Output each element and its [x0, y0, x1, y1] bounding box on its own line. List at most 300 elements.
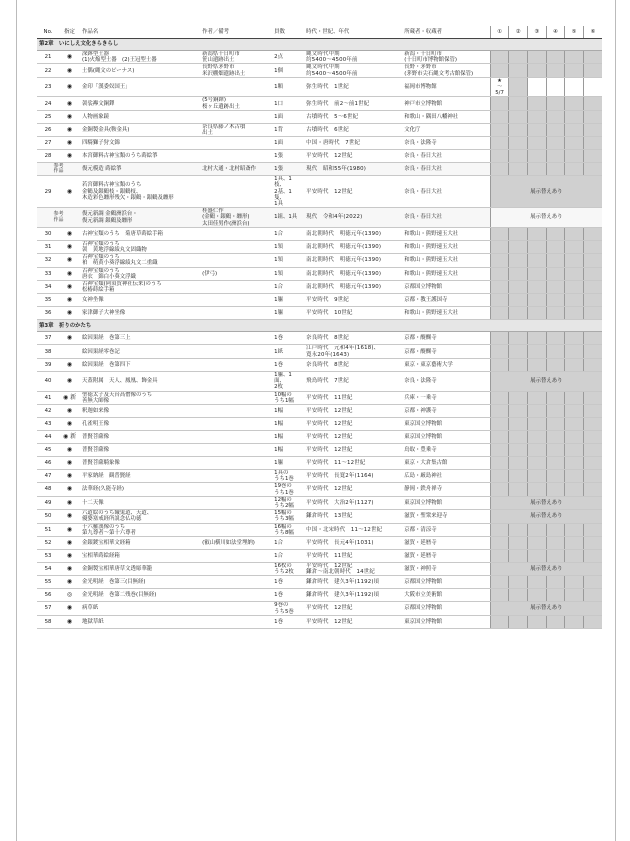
exhibit-period-cell: [546, 281, 565, 294]
designation-mark: ◉ 新: [59, 430, 80, 443]
item-period: 平安時代 12世紀: [304, 417, 402, 430]
exhibit-period-cell: [546, 483, 565, 496]
exhibit-period-cell: [490, 483, 509, 496]
item-period: 平安時代 12世紀: [304, 602, 402, 615]
exhibit-period-cell: [490, 51, 509, 64]
chapter-heading: [37, 320, 602, 332]
exhibit-period-cell: [527, 64, 546, 77]
item-title: 六道絵のうち餓鬼道、天道、 優婆塞戒経所説念仏功徳: [80, 510, 200, 523]
exhibit-period-cell: [583, 404, 602, 417]
item-quantity: 1紙: [272, 345, 304, 358]
exhibit-period-cell: [490, 110, 509, 123]
item-author: 新潟県十日町市 笹山遺跡出土: [200, 51, 272, 64]
exhibit-period-cell: [527, 281, 546, 294]
item-title: 法華経(久能寺経): [80, 483, 200, 496]
item-title: 十六羅漢像のうち 第九尊者〜第十六尊者: [80, 523, 200, 536]
item-number: 49: [37, 496, 59, 509]
exhibit-period-cell: [509, 576, 528, 589]
item-owner: 奈良・春日大社: [402, 163, 490, 176]
item-title: 古神宝類のうち 袈 黄地浮線綾丸文固織物: [80, 240, 200, 253]
exhibit-period-cell: [546, 51, 565, 64]
item-quantity: 1巻: [272, 615, 304, 628]
exhibit-period-cell: [583, 443, 602, 456]
exhibit-period-cell: [527, 97, 546, 110]
exhibit-period-cell: [490, 430, 509, 443]
col-title: 作品名: [80, 26, 200, 39]
item-quantity: 1軀: [272, 294, 304, 307]
exhibit-period-cell: [509, 456, 528, 469]
exhibit-period-cell: [583, 430, 602, 443]
designation-mark: ◉: [59, 77, 80, 97]
exhibit-period-cell: [565, 443, 584, 456]
exhibit-period-cell: [565, 469, 584, 482]
exhibit-period-cell: [509, 150, 528, 163]
item-author: [200, 345, 272, 358]
exhibit-period-cell: [583, 589, 602, 602]
exhibit-period-cell: [583, 307, 602, 320]
item-title: 宝相華蒔絵経箱: [80, 549, 200, 562]
exhibit-period-cell: [565, 589, 584, 602]
exhibit-period-cell: [509, 123, 528, 136]
table-row: [37, 123, 602, 136]
exhibit-period-cell: [490, 123, 509, 136]
exhibit-period-cell: [565, 615, 584, 628]
item-owner: 和歌山・隅田八幡神社: [402, 110, 490, 123]
exhibit-period-cell: [546, 404, 565, 417]
table-row: [37, 615, 602, 628]
item-quantity: 1幅: [272, 443, 304, 456]
item-number: 26: [37, 123, 59, 136]
item-quantity: 1張: [272, 163, 304, 176]
exhibit-period-cell: [565, 332, 584, 345]
item-title: 金印「漢委奴国王」: [80, 77, 200, 97]
item-title: 古神宝類のうち 袙 萌黄小葵浮線綾丸文二重織: [80, 254, 200, 267]
col-period-4: ④: [546, 26, 565, 39]
exhibit-period-cell: [565, 163, 584, 176]
item-author: [200, 371, 272, 391]
item-author: [200, 469, 272, 482]
item-title: 古神宝類のうち 菊唐草蒔絵手箱: [80, 227, 200, 240]
col-period-3: ③: [527, 26, 546, 39]
exhibit-period-cell: [565, 254, 584, 267]
item-period: 古墳時代 5〜6世紀: [304, 110, 402, 123]
item-owner: 広島・厳島神社: [402, 469, 490, 482]
exhibit-period-cell: [546, 64, 565, 77]
item-number: 36: [37, 307, 59, 320]
item-title: 天蓋附属 天人、鳳凰、飾金具: [80, 371, 200, 391]
exhibit-period-cell: [509, 391, 528, 404]
exhibit-period-cell: [527, 469, 546, 482]
exhibit-period-cell: [509, 110, 528, 123]
table-body: [37, 39, 602, 629]
item-number: 37: [37, 332, 59, 345]
item-number: 28: [37, 150, 59, 163]
exhibit-period-cell: [509, 404, 528, 417]
item-number: 41: [37, 391, 59, 404]
display-change-note: 展示替えあり: [490, 562, 602, 575]
exhibit-period-cell: [490, 576, 509, 589]
exhibit-period-cell: [527, 332, 546, 345]
item-owner: 長野・茅野市 (茅野市尖石縄文考古館保管): [402, 64, 490, 77]
exhibit-period-cell: [565, 430, 584, 443]
item-author: [200, 456, 272, 469]
exhibit-period-cell: [583, 77, 602, 97]
table-row: [37, 176, 602, 208]
exhibit-period-cell: [546, 123, 565, 136]
item-number: 42: [37, 404, 59, 417]
exhibit-period-cell: [565, 404, 584, 417]
item-owner: 奈良・法隆寺: [402, 137, 490, 150]
item-period: 平安時代 12世紀: [304, 443, 402, 456]
exhibit-period-cell: [490, 137, 509, 150]
display-change-note: 展示替えあり: [490, 510, 602, 523]
item-period: 平安時代 9世紀: [304, 294, 402, 307]
designation-mark: ◉: [59, 150, 80, 163]
item-number: 34: [37, 281, 59, 294]
item-period: 平安時代 長元4年(1031): [304, 536, 402, 549]
item-quantity: 16枚の うち2枚: [272, 562, 304, 575]
exhibit-period-cell: [527, 536, 546, 549]
table-row: [37, 562, 602, 575]
exhibit-period-cell: [546, 589, 565, 602]
item-period: 南北朝時代 明徳元年(1390): [304, 281, 402, 294]
exhibit-period-cell: [565, 97, 584, 110]
table-row: [37, 371, 602, 391]
exhibit-period-cell: [546, 456, 565, 469]
table-row: [37, 469, 602, 482]
exhibit-period-cell: [490, 64, 509, 77]
designation-mark: ◉: [59, 332, 80, 345]
designation-mark: ◉: [59, 536, 80, 549]
item-author: [200, 150, 272, 163]
designation-mark: [59, 345, 80, 358]
col-period: 時代・世紀、年代: [304, 26, 402, 39]
item-owner: 京都・醍醐寺: [402, 345, 490, 358]
exhibit-period-cell: [546, 345, 565, 358]
exhibit-period-cell: [527, 227, 546, 240]
item-title: 復元模造 蒔絵箏: [80, 163, 200, 176]
item-period: 現代 昭和55年(1980): [304, 163, 402, 176]
item-title: 普賢菩薩像: [80, 443, 200, 456]
item-owner: 滋賀・延暦寺: [402, 536, 490, 549]
exhibit-period-cell: [546, 227, 565, 240]
exhibit-period-cell: [509, 240, 528, 253]
exhibit-period-cell: [546, 469, 565, 482]
item-title: 金光明経 巻第三(目無経): [80, 576, 200, 589]
item-quantity: 1合: [272, 227, 304, 240]
item-title: 古神宝類のうち 唐衣 錦白小葵文浮織: [80, 267, 200, 280]
item-owner: 滋賀・延暦寺: [402, 549, 490, 562]
exhibit-period-cell: [583, 51, 602, 64]
item-quantity: 1軀、1面、 2枚: [272, 371, 304, 391]
item-period: 平安時代 11〜12世紀: [304, 456, 402, 469]
exhibit-period-cell: [583, 294, 602, 307]
item-title: 金銀鍍宝相華文経箱: [80, 536, 200, 549]
item-quantity: 1幅: [272, 404, 304, 417]
exhibit-period-cell: [565, 110, 584, 123]
table-row: [37, 430, 602, 443]
item-number: 54: [37, 562, 59, 575]
exhibit-period-cell: [509, 358, 528, 371]
item-number: 32: [37, 254, 59, 267]
reference-label: 参考 作品: [37, 208, 80, 228]
designation-mark: ◉: [59, 110, 80, 123]
item-quantity: 10幅の うち1幅: [272, 391, 304, 404]
exhibit-period-cell: [583, 123, 602, 136]
item-author: (叡山横川如法堂埋納): [200, 536, 272, 549]
item-author: (5号銅鐸) 桜ヶ丘遺跡出土: [200, 97, 272, 110]
exhibit-period-cell: [583, 240, 602, 253]
exhibit-period-cell: [509, 443, 528, 456]
item-owner: 和歌山・熊野速玉大社: [402, 227, 490, 240]
exhibit-period-cell: [583, 417, 602, 430]
item-title: 孔雀明王像: [80, 417, 200, 430]
designation-mark: ◉: [59, 469, 80, 482]
item-period: 弥生時代 1世紀: [304, 77, 402, 97]
exhibit-period-cell: [583, 281, 602, 294]
item-owner: 京都・教王護国寺: [402, 294, 490, 307]
item-owner: 東京・大倉集古館: [402, 456, 490, 469]
table-row: [37, 358, 602, 371]
reference-label: 参考 作品: [37, 163, 80, 176]
item-period: 平安時代 12世紀 鎌倉〜南北朝時代 14世紀: [304, 562, 402, 575]
exhibit-period-cell: [527, 523, 546, 536]
item-quantity: 1面: [272, 110, 304, 123]
exhibit-period-cell: [565, 549, 584, 562]
item-title: 平家納経 観普賢経: [80, 469, 200, 482]
item-number: 52: [37, 536, 59, 549]
designation-mark: ◉: [59, 267, 80, 280]
item-number: 35: [37, 294, 59, 307]
exhibit-period-cell: [490, 307, 509, 320]
exhibit-period-cell: [509, 267, 528, 280]
exhibit-period-cell: [509, 163, 528, 176]
item-period: 古墳時代 6世紀: [304, 123, 402, 136]
exhibit-period-cell: [565, 150, 584, 163]
item-number: 24: [37, 97, 59, 110]
exhibit-period-cell: [490, 549, 509, 562]
item-author: [200, 404, 272, 417]
table-row: [37, 456, 602, 469]
item-period: 平安時代 12世紀: [304, 176, 402, 208]
exhibit-period-cell: [527, 483, 546, 496]
item-title: 聖徳太子及天台高僧像のうち 善無大師像: [80, 391, 200, 404]
item-period: 中国・北宋時代 11〜12世紀: [304, 523, 402, 536]
item-author: [200, 510, 272, 523]
item-period: 南北朝時代 明徳元年(1390): [304, 227, 402, 240]
designation-mark: ◉: [59, 562, 80, 575]
table-row: [37, 332, 602, 345]
table-row: [37, 294, 602, 307]
exhibit-period-cell: [546, 267, 565, 280]
exhibit-period-cell: [565, 64, 584, 77]
exhibit-period-cell: [490, 345, 509, 358]
designation-mark: ◉: [59, 51, 80, 64]
exhibit-period-cell: [490, 404, 509, 417]
item-quantity: 1面: [272, 137, 304, 150]
designation-mark: ◉: [59, 510, 80, 523]
item-period: 平安時代 10世紀: [304, 307, 402, 320]
exhibit-period-cell: [546, 576, 565, 589]
exhibit-period-cell: [565, 137, 584, 150]
exhibit-period-cell: [490, 523, 509, 536]
exhibit-period-cell: [546, 77, 565, 97]
item-quantity: 1口: [272, 97, 304, 110]
exhibit-period-cell: [490, 417, 509, 430]
table-row: [37, 254, 602, 267]
item-title: 釈迦如来像: [80, 404, 200, 417]
item-quantity: 1軀: [272, 307, 304, 320]
table-row: [37, 240, 602, 253]
item-author: [200, 523, 272, 536]
exhibit-period-cell: [527, 137, 546, 150]
item-quantity: 1個: [272, 64, 304, 77]
table-row: [37, 77, 602, 97]
item-number: 58: [37, 615, 59, 628]
exhibit-period-cell: [565, 51, 584, 64]
item-title: 袈裟襷文銅鐸: [80, 97, 200, 110]
exhibit-period-cell: [509, 307, 528, 320]
item-number: 25: [37, 110, 59, 123]
item-period: 奈良時代 8世紀: [304, 358, 402, 371]
exhibit-period-cell: [583, 163, 602, 176]
item-owner: 鳥取・豊乗寺: [402, 443, 490, 456]
item-quantity: 1組、1具: [272, 208, 304, 228]
item-period: 平安時代 12世紀: [304, 483, 402, 496]
item-author: [200, 576, 272, 589]
item-quantity: 12幅の うち2幅: [272, 496, 304, 509]
exhibit-period-cell: [583, 332, 602, 345]
exhibit-period-cell: [565, 307, 584, 320]
item-quantity: 1巻: [272, 332, 304, 345]
item-author: 桂盛仁作 (金鶴・銀鶴・纏形) 太田佳男作(洲浜台): [200, 208, 272, 228]
item-owner: 奈良・春日大社: [402, 150, 490, 163]
item-owner: 神戸市立博物館: [402, 97, 490, 110]
exhibit-period-cell: [546, 240, 565, 253]
exhibit-period-cell: [565, 227, 584, 240]
item-number: 30: [37, 227, 59, 240]
table-row: [37, 496, 602, 509]
item-owner: 東京国立博物館: [402, 615, 490, 628]
col-period-5: ⑤: [565, 26, 584, 39]
item-quantity: 15幅の うち3幅: [272, 510, 304, 523]
item-author: [200, 483, 272, 496]
item-author: [200, 254, 272, 267]
chapter-title: 第2章 いにしえ文化きらきらし: [37, 39, 602, 51]
item-owner: 和歌山・熊野速玉大社: [402, 240, 490, 253]
item-owner: 京都国立博物館: [402, 281, 490, 294]
item-owner: 和歌山・熊野速玉大社: [402, 267, 490, 280]
item-title: 地獄草紙: [80, 615, 200, 628]
exhibit-period-cell: [583, 483, 602, 496]
item-number: 22: [37, 64, 59, 77]
item-author: [200, 615, 272, 628]
item-quantity: 1領: [272, 267, 304, 280]
exhibit-period-cell: [546, 254, 565, 267]
exhibit-period-cell: [565, 576, 584, 589]
exhibit-period-cell: [546, 417, 565, 430]
exhibit-period-cell: [565, 123, 584, 136]
exhibit-period-cell: [509, 51, 528, 64]
table-row: [37, 602, 602, 615]
item-title: 十二天像: [80, 496, 200, 509]
item-number: 29: [37, 176, 59, 208]
item-quantity: 1幅: [272, 430, 304, 443]
item-title: 普賢菩薩騎象像: [80, 456, 200, 469]
item-period: 平安時代 12世紀: [304, 430, 402, 443]
exhibit-period-cell: [509, 345, 528, 358]
item-author: [200, 110, 272, 123]
exhibit-period-cell: [509, 64, 528, 77]
item-title: 古神宝類(阿須賀神社伝来)のうち 松椿蒔絵手箱: [80, 281, 200, 294]
table-row: [37, 549, 602, 562]
item-author: [200, 562, 272, 575]
item-author: 奈良県藤ノ木古墳 出土: [200, 123, 272, 136]
item-period: 平安時代 11世紀: [304, 549, 402, 562]
item-author: [200, 294, 272, 307]
item-title: 絵因果経 巻第四下: [80, 358, 200, 371]
table-row: [37, 150, 602, 163]
item-owner: 東京国立博物館: [402, 430, 490, 443]
exhibit-period-cell: [509, 97, 528, 110]
item-quantity: 1顆: [272, 77, 304, 97]
item-owner: 東京国立博物館: [402, 417, 490, 430]
table-row: [37, 391, 602, 404]
exhibit-period-cell: [583, 345, 602, 358]
exhibit-period-cell: [546, 294, 565, 307]
item-period: 南北朝時代 明徳元年(1390): [304, 240, 402, 253]
exhibit-period-cell: [565, 345, 584, 358]
exhibit-period-cell: [546, 307, 565, 320]
item-quantity: 1合: [272, 281, 304, 294]
col-owner: 所蔵者・収蔵者: [402, 26, 490, 39]
exhibit-period-cell: [509, 469, 528, 482]
exhibit-period-cell: [546, 391, 565, 404]
item-quantity: 19巻の うち1巻: [272, 483, 304, 496]
item-author: [200, 443, 272, 456]
exhibit-period-cell: [490, 536, 509, 549]
item-period: 中国・唐時代 7世紀: [304, 137, 402, 150]
table-row: [37, 404, 602, 417]
item-number: 47: [37, 469, 59, 482]
item-quantity: 1背: [272, 123, 304, 136]
item-quantity: 1張: [272, 150, 304, 163]
exhibit-period-cell: [509, 523, 528, 536]
exhibit-period-cell: [546, 137, 565, 150]
exhibit-period-cell: [583, 536, 602, 549]
table-row: [37, 110, 602, 123]
exhibit-period-cell: [527, 110, 546, 123]
exhibit-period-cell: [509, 430, 528, 443]
exhibit-period-cell: [490, 267, 509, 280]
exhibit-period-cell: [490, 358, 509, 371]
item-number: 21: [37, 51, 59, 64]
item-owner: 滋賀・神照寺: [402, 562, 490, 575]
item-number: 45: [37, 443, 59, 456]
item-quantity: 1具の うち1巻: [272, 469, 304, 482]
item-number: 39: [37, 358, 59, 371]
item-quantity: 1巻: [272, 358, 304, 371]
exhibit-period-cell: [490, 469, 509, 482]
item-owner: 奈良・法隆寺: [402, 371, 490, 391]
designation-mark: ◉: [59, 123, 80, 136]
exhibit-period-cell: [509, 227, 528, 240]
item-title: 病草紙: [80, 602, 200, 615]
item-period: 鎌倉時代 13世紀: [304, 510, 402, 523]
designation-mark: ◉: [59, 417, 80, 430]
exhibit-period-cell: [546, 615, 565, 628]
reference-row: [37, 208, 602, 228]
